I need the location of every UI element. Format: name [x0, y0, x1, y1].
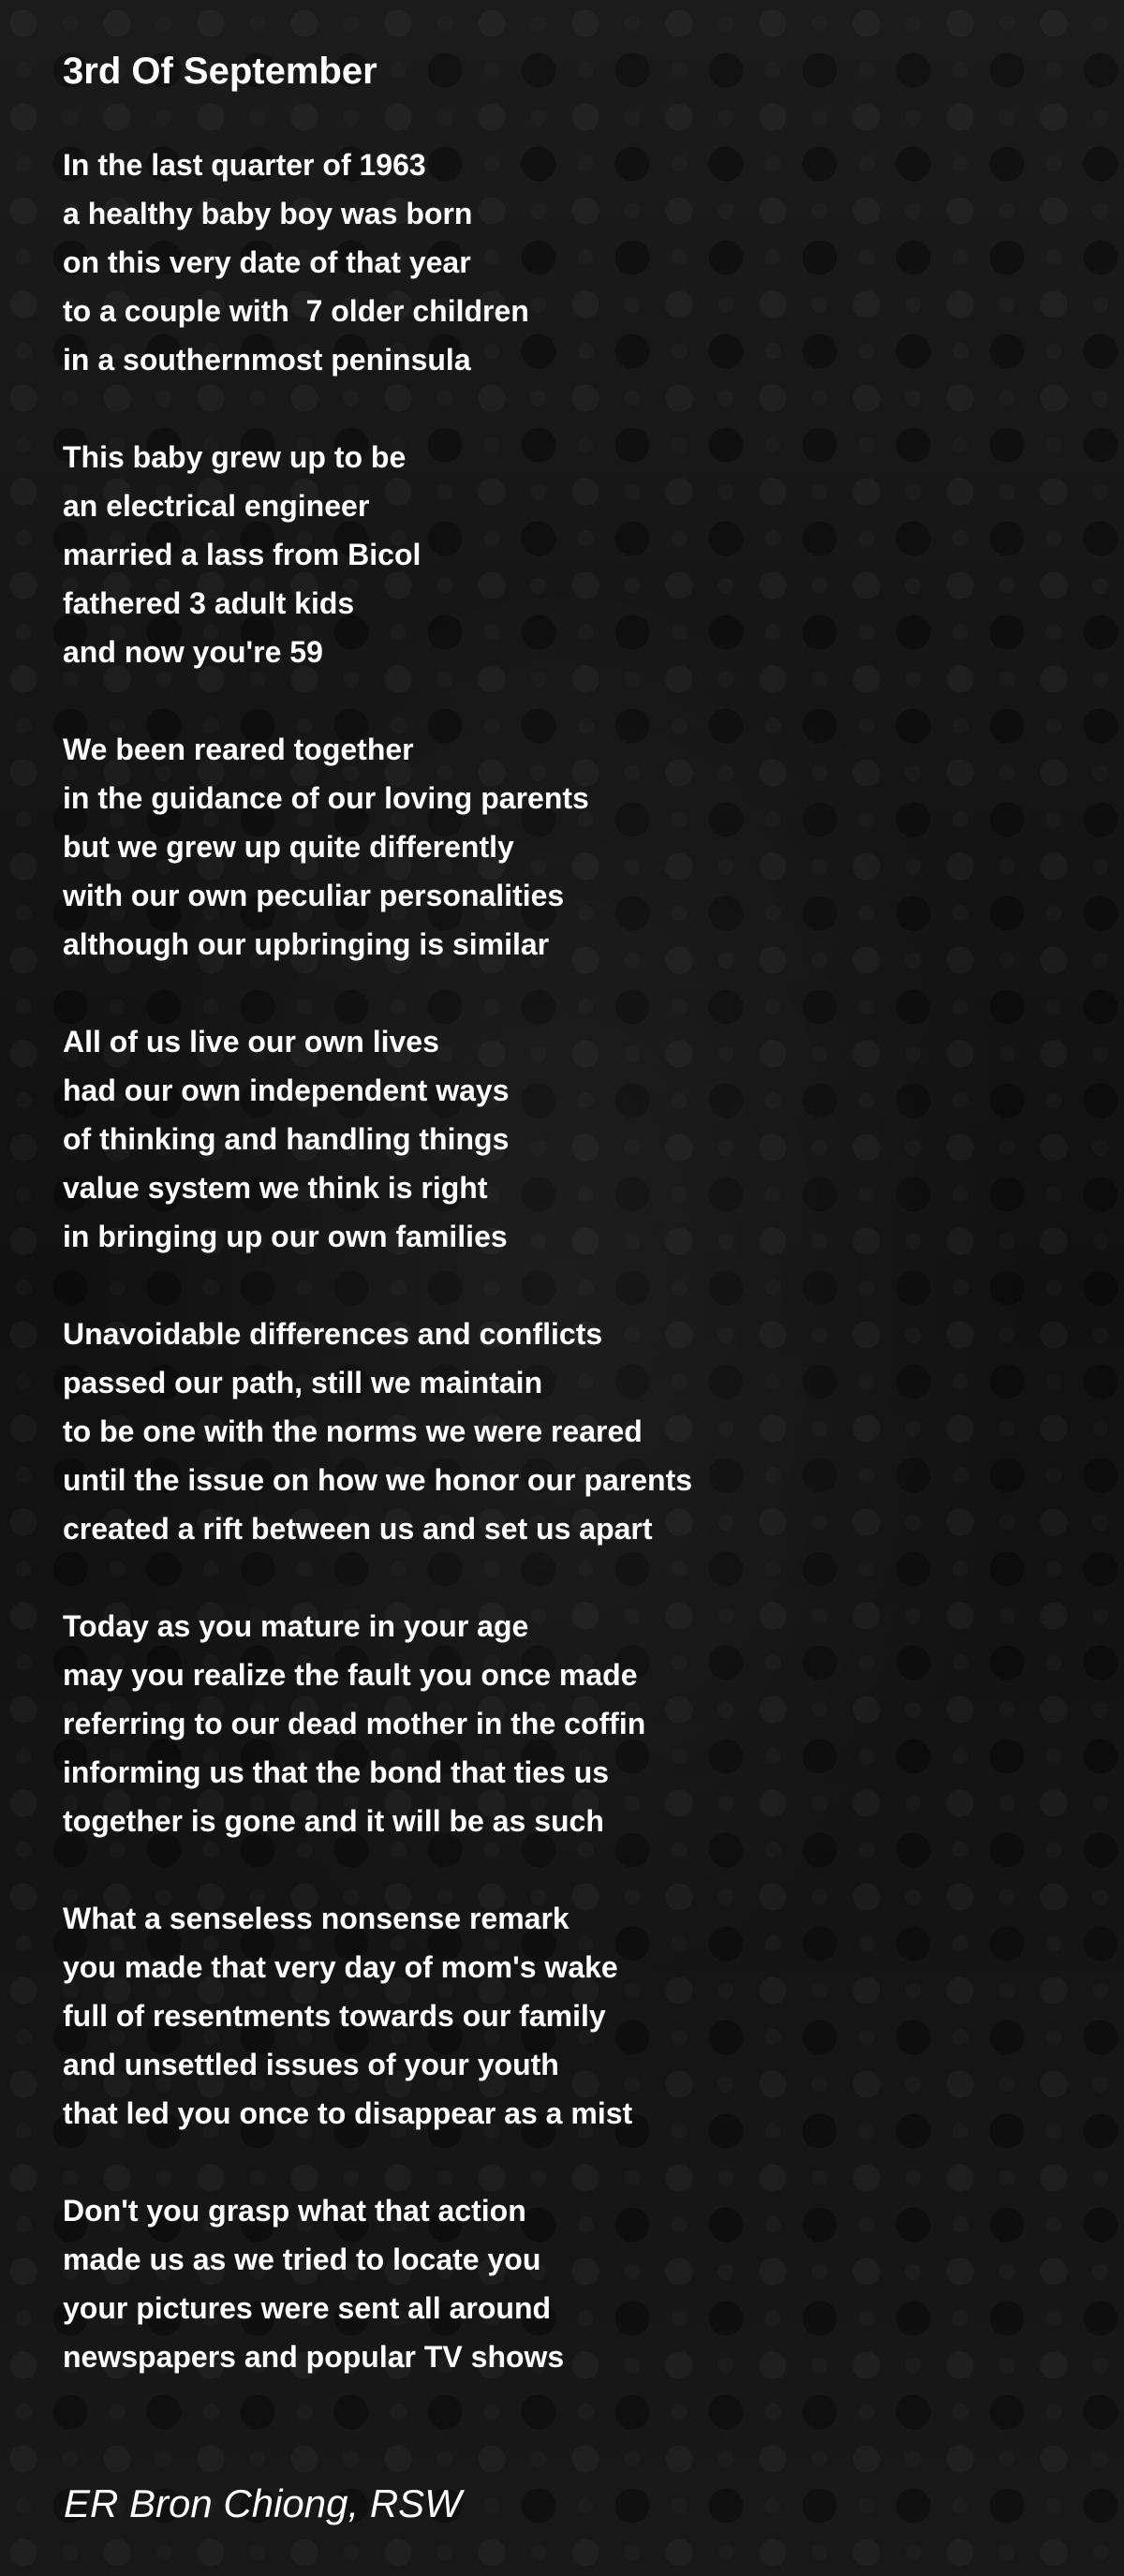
- poem-line: This baby grew up to be: [63, 440, 407, 474]
- poem-line: value system we think is right: [63, 1171, 488, 1205]
- poem-title: 3rd Of September: [63, 51, 377, 92]
- stanza: [63, 1017, 1074, 1261]
- poem-line: informing us that the bond that ties us: [63, 1755, 610, 1789]
- poem-line: in the guidance of our loving parents: [63, 781, 589, 815]
- stanza: [63, 1310, 1074, 1553]
- poem-line: All of us live our own lives: [63, 1025, 439, 1059]
- poem-body: [63, 141, 1074, 2430]
- stanza: [63, 725, 1074, 969]
- poem-line: referring to our dead mother in the coffin: [63, 1707, 646, 1740]
- poem-line: that led you once to disappear as a mist: [63, 2096, 633, 2130]
- poem-line: to be one with the norms we were reared: [63, 1414, 643, 1448]
- stanza: [63, 1602, 1074, 1845]
- stanza: [63, 2186, 1074, 2381]
- poem-line: made us as we tried to locate you: [63, 2243, 541, 2276]
- poem-author: ER Bron Chiong, RSW: [64, 2481, 462, 2525]
- poem-line: created a rift between us and set us apart: [63, 1512, 653, 1546]
- poem-line: together is gone and it will be as such: [63, 1804, 604, 1838]
- poem-line: a healthy baby boy was born: [63, 197, 473, 230]
- stanza: [63, 433, 1074, 676]
- poem-line: passed our path, still we maintain: [63, 1366, 543, 1399]
- poem-line: fathered 3 adult kids: [63, 586, 355, 620]
- stanza: [63, 141, 1074, 384]
- poem-line: and now you're 59: [63, 635, 323, 669]
- poem-line: an electrical engineer: [63, 489, 370, 523]
- poem-line: but we grew up quite differently: [63, 830, 514, 864]
- poem-line: married a lass from Bicol: [63, 538, 422, 571]
- poem-line: What a senseless nonsense remark: [63, 1902, 569, 1935]
- poem-line: you made that very day of mom's wake: [63, 1950, 618, 1984]
- poem-line: newspapers and popular TV shows: [63, 2340, 565, 2374]
- poem-line: your pictures were sent all around: [63, 2291, 552, 2325]
- poem-line: Unavoidable differences and conflicts: [63, 1317, 603, 1351]
- poem-line: in bringing up our own families: [63, 1220, 508, 1253]
- poem-line: to a couple with 7 older children: [63, 294, 529, 328]
- poem-line: with our own peculiar personalities: [63, 879, 565, 912]
- poem-line: full of resentments towards our family: [63, 1999, 606, 2033]
- poem-line: although our upbringing is similar: [63, 927, 550, 961]
- poem-line: on this very date of that year: [63, 245, 471, 279]
- poem-line: In the last quarter of 1963: [63, 148, 426, 182]
- poem-line: Don't you grasp what that action: [63, 2194, 526, 2228]
- poem-line: in a southernmost peninsula: [63, 343, 471, 377]
- poem-line: had our own independent ways: [63, 1073, 510, 1107]
- poem-line: until the issue on how we honor our parents: [63, 1463, 693, 1497]
- poem-line: of thinking and handling things: [63, 1122, 510, 1156]
- poem-line: We been reared together: [63, 733, 414, 766]
- poem-line: may you realize the fault you once made: [63, 1658, 638, 1692]
- poem-line: and unsettled issues of your youth: [63, 2048, 559, 2081]
- stanza: [63, 1894, 1074, 2138]
- poem-line: Today as you mature in your age: [63, 1609, 529, 1643]
